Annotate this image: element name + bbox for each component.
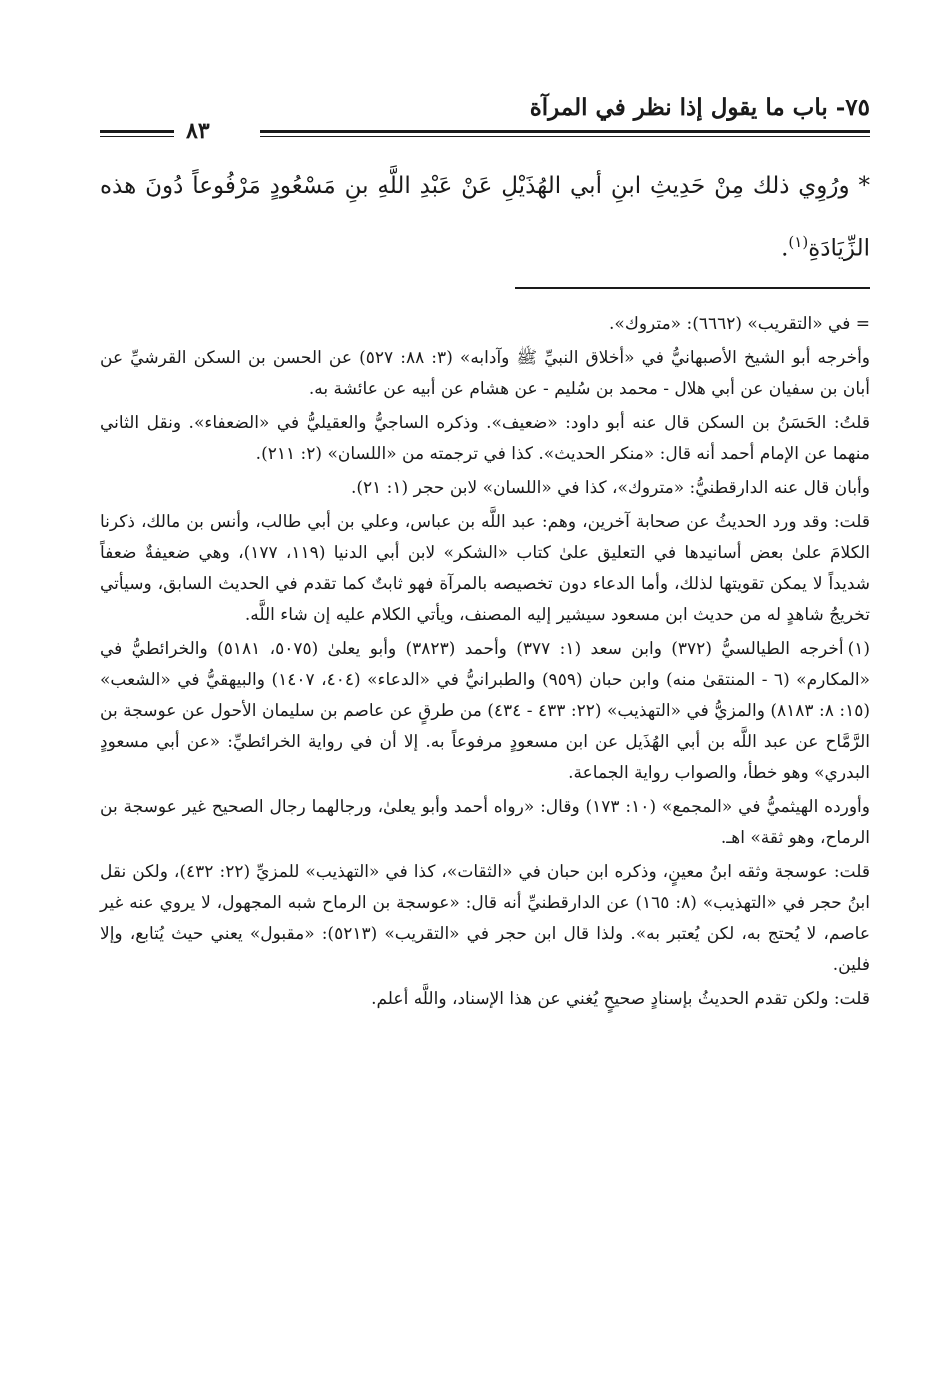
footnote-continuation-line: = في «التقريب» (٦٦٦٢): «متروك». [609,313,870,334]
chapter-title: ٧٥- باب ما يقول إذا نظر في المرآة [529,94,870,121]
main-text [100,158,870,277]
main-text-body: * ورُوِي ذلك مِنْ حَدِيثِ ابنِ أبي الهُذَيْلِ عَنْ عَبْدِ اللَّهِ بنِ مَسْعُودٍ مَرْفُوعاً دُونَ هذه الزِّيَادَةِ [100,173,870,262]
footnote-1-marker: (١) [847,638,871,659]
book-page [100,88,870,1018]
footnotes [100,309,870,1015]
footnote-paragraph: وأخرجه أبو الشيخ الأصبهانيُّ في «أخلاق النبيِّ ﷺ وآدابه» (٣: ٨٨: ٥٢٧) عن الحسن بن السكن القرشيِّ عن أبان بن سفيان عن أبي هلال - محمد بن سُليم - عن هشام عن أبيه عن عائشة به. [100,347,871,399]
header-rule-right [260,130,870,137]
header-rule-left [100,130,174,137]
footnote-paragraph: وأورده الهيثميُّ في «المجمع» (١٠: ١٧٣) وقال: «رواه أحمد وأبو يعلىٰ، ورجالهما رجال الصحيح غير عوسجة بن الرماح، وهو ثقة» اهـ. [100,796,870,848]
main-text-end: . [781,235,789,262]
footnote-separator [515,287,870,289]
footnote-paragraph: قلت: وقد ورد الحديثُ عن صحابة آخرين، وهم: عبد اللَّه بن عباس، وعلي بن أبي طالب، وأنس بن مالك، ذكرنا الكلامَ علىٰ بعض أسانيدها في التعليق علىٰ كتاب «الشكر» لابن أبي الدنيا (١١٩، ١٧٧)، وهي ضعيفةٌ ضعفاً شديداً لا يمكن تقويتها لذلك، وأما الدعاء دون تخصيصه بالمرآة فهو ثابتٌ كما تقدم في الحديث السابق، وسيأتي تخريجُ شاهدٍ له من حديث ابن مسعود سيشير إليه المصنف، ويأتي الكلام عليه إن شاء اللَّه. [100,511,870,625]
footnote-1-text: أخرجه الطيالسيُّ (٣٧٢) وابن سعد (١: ٣٧٧) وأحمد (٣٨٢٣) وأبو يعلىٰ (٥٠٧٥، ٥١٨١) والخرائطيُّ في «المكارم» (٦ - المنتقىٰ منه) وابن حبان (٩٥٩) والطبرانيُّ في «الدعاء» (٤٠٤، ١٤٠٧) والبيهقيُّ في «الشعب» (١٥: ٨: ٨١٨٣) والمزيُّ في «التهذيب» (٢٢: ٤٣٣ - ٤٣٤) من طرقٍ عن عاصم بن سليمان الأحول عن عوسجة بن الرَّمَّاح عن عبد اللَّه بن أبي الهُذَيل عن ابن مسعودٍ مرفوعاً به. إلا أن في رواية الخرائطيِّ: «عن أبي مسعودٍ البدري» وهو خطأ، والصواب رواية الجماعة. [100,638,871,783]
footnote-paragraph: وأبان قال عنه الدارقطنيُّ: «متروك»، كذا في «اللسان» لابن حجر (١: ٢١). [350,477,870,498]
footnote-1 [100,634,870,789]
footnote-paragraph: قلت: ولكن تقدم الحديثُ بإسنادٍ صحيحٍ يُغني عن هذا الإسناد، واللَّه أعلم. [371,988,870,1009]
footnote-paragraph: قلت: عوسجة وثقه ابنُ معينٍ، وذكره ابن حبان في «الثقات»، كذا في «التهذيب» للمزيِّ (٢٢: ٤٣٢)، ولكن نقل ابنُ حجر في «التهذيب» (٨: ١٦٥) عن الدارقطنيِّ أنه قال: «عوسجة بن الرماح شبه المجهول، لا يروي عنه غير عاصم، لا يُحتج به، لكن يُعتبر به». ولذا قال ابن حجر في «التقريب» (٥٢١٣): «مقبول» يعني حيث يُتابع، وإلا فلين. [100,861,870,975]
page-number: ٨٣ [186,118,210,144]
footnote-paragraph: قلتُ: الحَسَنُ بن السكن قال عنه أبو داود: «ضعيف». وذكره الساجيُّ والعقيليُّ في «الضعفاء». ونقل الثاني منهما عن الإمام أحمد أنه قال: «منكر الحديث». كذا في ترجمته من «اللسان» (٢: ٢١١). [100,412,870,464]
page-header [100,88,870,144]
footnote-reference: (١) [788,233,809,251]
